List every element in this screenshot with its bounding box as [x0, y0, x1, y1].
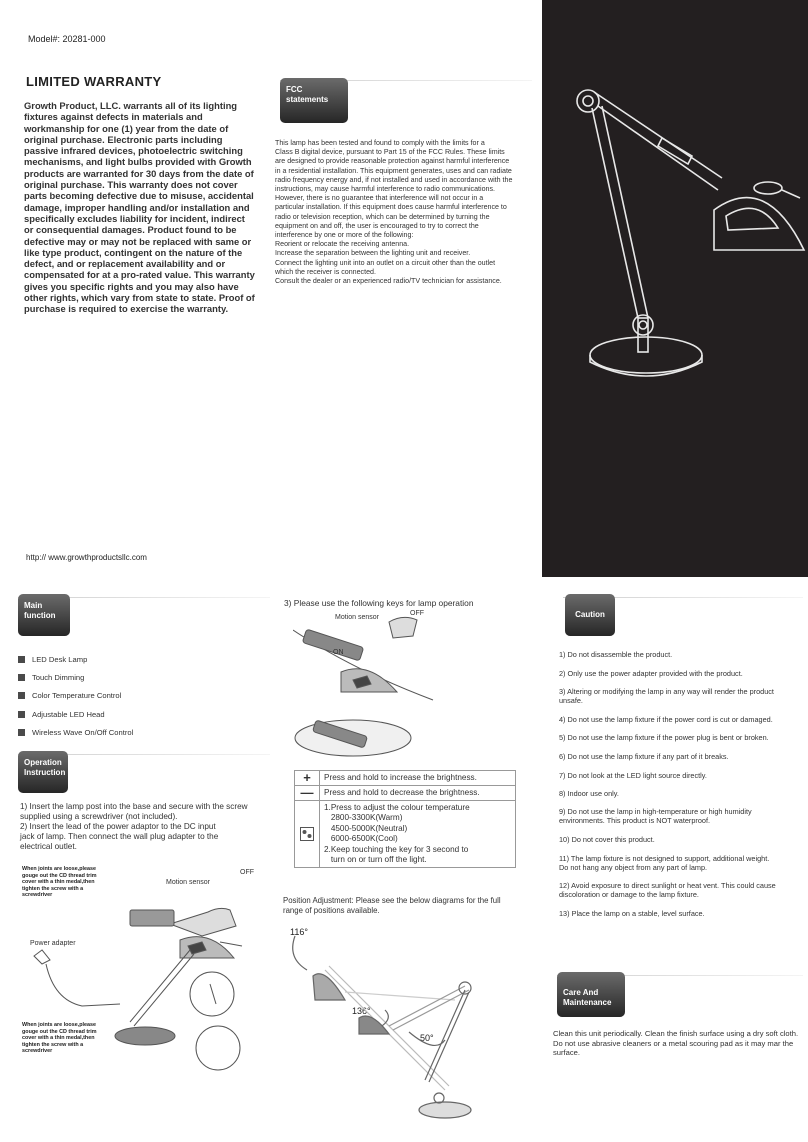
position-diagram [285, 930, 500, 1130]
model-number: Model#: 20281-000 [28, 34, 106, 44]
angle-50: 50° [420, 1033, 434, 1043]
main-function-tab: Main function [18, 594, 70, 636]
touch-keys-diagram [293, 610, 443, 760]
list-item: 5) Do not use the lamp fixture if the power plug is bent or broken. [559, 733, 769, 742]
list-item: LED Desk Lamp [18, 655, 87, 664]
list-item: 11) The lamp fixture is not designed to support, additional weight. Do not hang any object from any part of lamp. [559, 854, 770, 872]
decrease-text: Press and hold to decrease the brightness. [320, 786, 516, 801]
fcc-tab: FCC statements [280, 78, 348, 123]
website-url[interactable]: http:// www.growthproductsllc.com [26, 553, 147, 562]
table-row [295, 771, 516, 786]
plus-key-icon: + [295, 771, 320, 786]
warranty-title: LIMITED WARRANTY [26, 74, 162, 89]
list-item: 3) Altering or modifying the lamp in any way will render the product unsafe. [559, 687, 774, 705]
cover-panel [542, 0, 808, 577]
loose-joint-note-top: When joints are loose,please gouge out the CD thread trim cover with a thin medal,then tighten the screw with a screwdriver [22, 866, 97, 899]
list-item: 7) Do not look at the LED light source directly. [559, 771, 707, 780]
bullet-square-icon [18, 692, 25, 699]
loose-joint-note-bottom: When joints are loose,please gouge out the CD thread trim cover with a thin medal,then tighten the screw with a screwdriver [22, 1022, 97, 1055]
care-tab: Care And Maintenance [557, 972, 625, 1017]
assembly-diagram [20, 880, 270, 1100]
list-item: 9) Do not use the lamp in high-temperature or high humidity environments. This product is NOT waterproof. [559, 807, 752, 825]
off-label: OFF [240, 869, 254, 876]
operation-text: 1) Insert the lamp post into the base and secure with the screw supplied using a screwdriver (not included). 2) Insert the lead of the power adaptor to the DC input jack of lamp. Then connect the wall plug adapter to the electrical outlet. [20, 802, 248, 851]
fcc-text: This lamp has been tested and found to comply with the limits for a Class B digital device, pursuant to Part 15 of the FCC Rules. These limits are designed to provide reasonable protection against harmful interference in a residential installation. This equipment generates, uses and can radiate radio frequency energy and, if not installed and used in accordance with the instructions, may cause harmful interference to radio communications. However, there is no guarantee that interference will not occur in a particular installation. If this equipment does cause harmful interference to radio or television reception, which can be determined by turning the equipment on and off, the user is encouraged to try to correct the interference by one or more of the following: Reorient or relocate the receiving antenna. Increase the separation between the lighting unit and receiver. Connect the lighting unit into an outlet on a circuit other than the outlet which the receiver is connected. Consult the dealer or an experienced radio/TV technician for assistance. [275, 139, 513, 286]
bullet-square-icon [18, 729, 25, 736]
list-item: 6) Do not use the lamp fixture if any part of it breaks. [559, 752, 729, 761]
list-item: 10) Do not cover this product. [559, 835, 655, 844]
list-item: 4) Do not use the lamp fixture if the power cord is cut or damaged. [559, 715, 773, 724]
power-adapter-label: Power adapter [30, 940, 76, 947]
list-item: Touch Dimming [18, 673, 84, 682]
colour-temp-text: 1.Press to adjust the colour temperature 2800-3300K(Warm) 4500-5000K(Neutral) 6000-6500K(Cool) 2.Keep touching the key for 3 second to turn on or turn off the light. [320, 801, 516, 868]
increase-text: Press and hold to increase the brightness. [320, 771, 516, 786]
table-row [295, 786, 516, 801]
keys-off-label: OFF [410, 610, 424, 617]
bullet-square-icon [18, 656, 25, 663]
keys-motion-sensor-label: Motion sensor [335, 614, 379, 621]
list-item: Adjustable LED Head [18, 710, 105, 719]
main-function-list [18, 655, 268, 745]
minus-key-icon: — [295, 786, 320, 801]
list-item: Color Temperature Control [18, 691, 121, 700]
warranty-text: Growth Product, LLC. warrants all of its lighting fixtures against defects in materials and workmanship for one (1) year from the date of original purchase. Electronic parts including passive infrared devices, photoelectric switching mechanisms, and light bulbs provided with Growth products are warranted for 30 days from the date of original purchase. This warranty does not cover parts becoming defective due to misuse, accidental damage, improper handling and/or installation and specifically excludes liability for incident, indirect or consequential damages. Product found to be defective may or may not be replaced with same or like type product, contingent on the nature of the defect, and or replacement availability and or compensated for at a pro-rated value. This warranty gives you specific rights and you may also have other rights, which vary from state to state. Proof of purchase is required to exercise the warranty. [24, 100, 255, 315]
care-text: Clean this unit periodically. Clean the finish surface using a dry soft cloth. Do not use abrasive cleaners or a metal scouring pad as it may mar the surface. [553, 1029, 799, 1058]
caution-tab: Caution [565, 594, 615, 636]
list-item: 2) Only use the power adapter provided with the product. [559, 669, 743, 678]
list-item: 1) Do not disassemble the product. [559, 650, 673, 659]
list-item: 13) Place the lamp on a stable, level surface. [559, 909, 705, 918]
angle-116: 116° [290, 927, 308, 937]
list-item: 8) Indoor use only. [559, 789, 619, 798]
list-item: Wireless Wave On/Off Control [18, 728, 133, 737]
motion-sensor-label: Motion sensor [166, 879, 210, 886]
table-row [295, 801, 516, 868]
list-item: 12) Avoid exposure to direct sunlight or heat vent. This could cause discoloration or damage to the lamp fixture. [559, 881, 776, 899]
bullet-square-icon [18, 674, 25, 681]
bullet-square-icon [18, 711, 25, 718]
lamp-illustration [542, 0, 808, 577]
angle-136: 136° [352, 1006, 371, 1016]
colour-key-icon [295, 801, 320, 868]
keys-title: 3) Please use the following keys for lamp operation [284, 598, 474, 608]
keys-table [294, 770, 516, 868]
position-text: Position Adjustment: Please see the below diagrams for the full range of positions available. [283, 896, 501, 915]
keys-on-label: ON [333, 649, 344, 656]
operation-tab: Operation Instruction [18, 751, 68, 793]
